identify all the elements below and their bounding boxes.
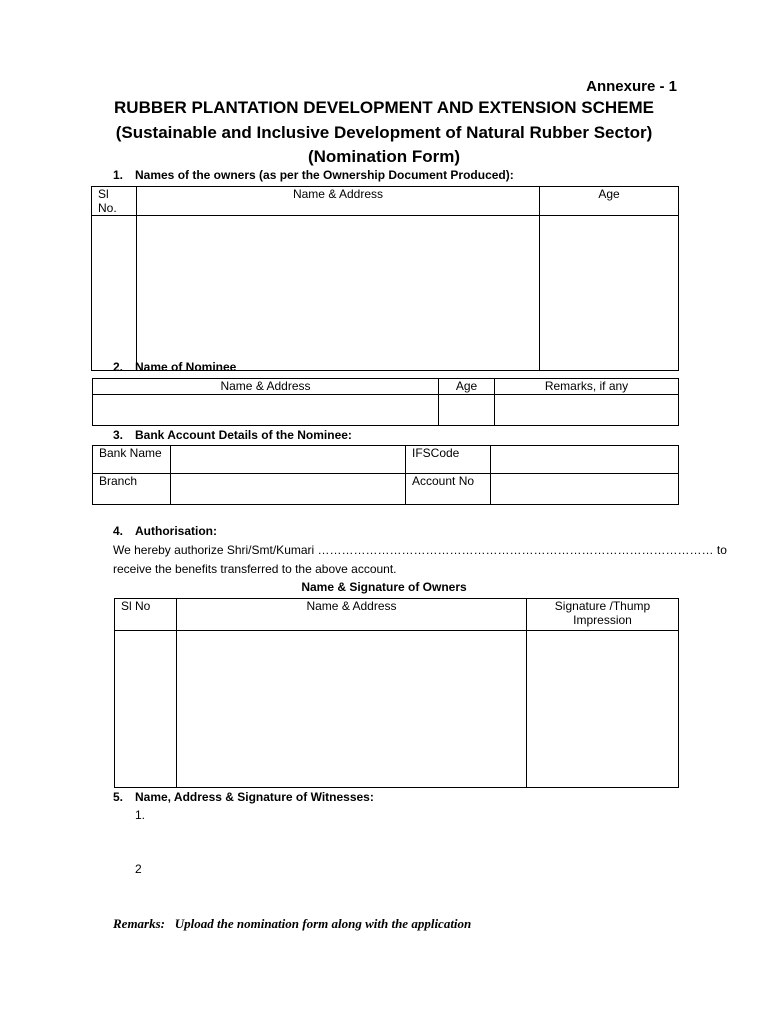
scheme-subtitle: (Sustainable and Inclusive Development of Natural Rubber Sector): [115, 123, 653, 142]
section4-number: 4.: [113, 524, 124, 538]
owners-name-cell[interactable]: [137, 216, 540, 371]
section1-number: 1.: [113, 168, 124, 182]
branch-field[interactable]: [171, 474, 406, 505]
section5-heading: [113, 790, 374, 804]
account-no-field[interactable]: [491, 474, 679, 505]
sig-col-signature-line2: Impression: [573, 613, 632, 627]
ifsc-field[interactable]: [491, 446, 679, 474]
nominee-name-cell[interactable]: [93, 395, 439, 426]
owners-table: [91, 186, 679, 371]
remarks-text: Upload the nomination form along with the application: [174, 916, 472, 931]
section4-heading: [113, 524, 217, 538]
section5-heading-text: Name, Address & Signature of Witnesses:: [135, 790, 374, 804]
sig-signature-cell[interactable]: [527, 631, 679, 788]
sig-slno-cell[interactable]: [115, 631, 177, 788]
section3-heading: [113, 428, 352, 442]
sig-col-name: Name & Address: [177, 599, 527, 631]
owners-signature-title: Name & Signature of Owners: [301, 580, 467, 594]
annexure-label: Annexure - 1: [586, 78, 677, 95]
section1-heading: [113, 168, 514, 182]
authorisation-line1: We hereby authorize Shri/Smt/Kumari ……………………………………………………………………………………… to: [113, 543, 727, 557]
nominee-col-remarks: Remarks, if any: [495, 379, 679, 395]
account-no-label: Account No: [406, 474, 491, 505]
nominee-table: [92, 378, 679, 426]
nominee-remarks-cell[interactable]: [495, 395, 679, 426]
owners-col-slno: Sl No.: [92, 187, 137, 216]
section2-heading-text: Name of Nominee: [135, 360, 237, 374]
witness-item-2: 2: [135, 862, 142, 876]
nominee-col-age: Age: [439, 379, 495, 395]
bank-name-field[interactable]: [171, 446, 406, 474]
sig-col-slno: Sl No: [115, 599, 177, 631]
witness-item-1: 1.: [135, 808, 146, 822]
owners-col-age: Age: [540, 187, 679, 216]
nominee-age-cell[interactable]: [439, 395, 495, 426]
section3-number: 3.: [113, 428, 124, 442]
authorisation-line2: receive the benefits transferred to the above account.: [113, 562, 397, 576]
bank-name-label: Bank Name: [93, 446, 171, 474]
section2-heading: [113, 360, 236, 374]
sig-col-signature: [527, 599, 679, 631]
branch-label: Branch: [93, 474, 171, 505]
section4-heading-text: Authorisation:: [135, 524, 217, 538]
remarks-label: Remarks:: [113, 916, 165, 931]
owners-col-name: Name & Address: [137, 187, 540, 216]
ifsc-label: IFSCode: [406, 446, 491, 474]
nominee-col-name: Name & Address: [93, 379, 439, 395]
section2-number: 2.: [113, 360, 124, 374]
section1-heading-text: Names of the owners (as per the Ownership Document Produced):: [135, 168, 514, 182]
section5-number: 5.: [113, 790, 124, 804]
owners-signature-table: [114, 598, 679, 788]
bank-details-table: [92, 445, 679, 505]
sig-name-cell[interactable]: [177, 631, 527, 788]
form-name: (Nomination Form): [307, 147, 461, 166]
section3-heading-text: Bank Account Details of the Nominee:: [135, 428, 352, 442]
remarks-note: [113, 916, 471, 932]
scheme-title: RUBBER PLANTATION DEVELOPMENT AND EXTENSION SCHEME: [114, 98, 654, 117]
owners-age-cell[interactable]: [540, 216, 679, 371]
owners-slno-cell[interactable]: [92, 216, 137, 371]
sig-col-signature-line1: Signature /Thump: [554, 599, 651, 613]
